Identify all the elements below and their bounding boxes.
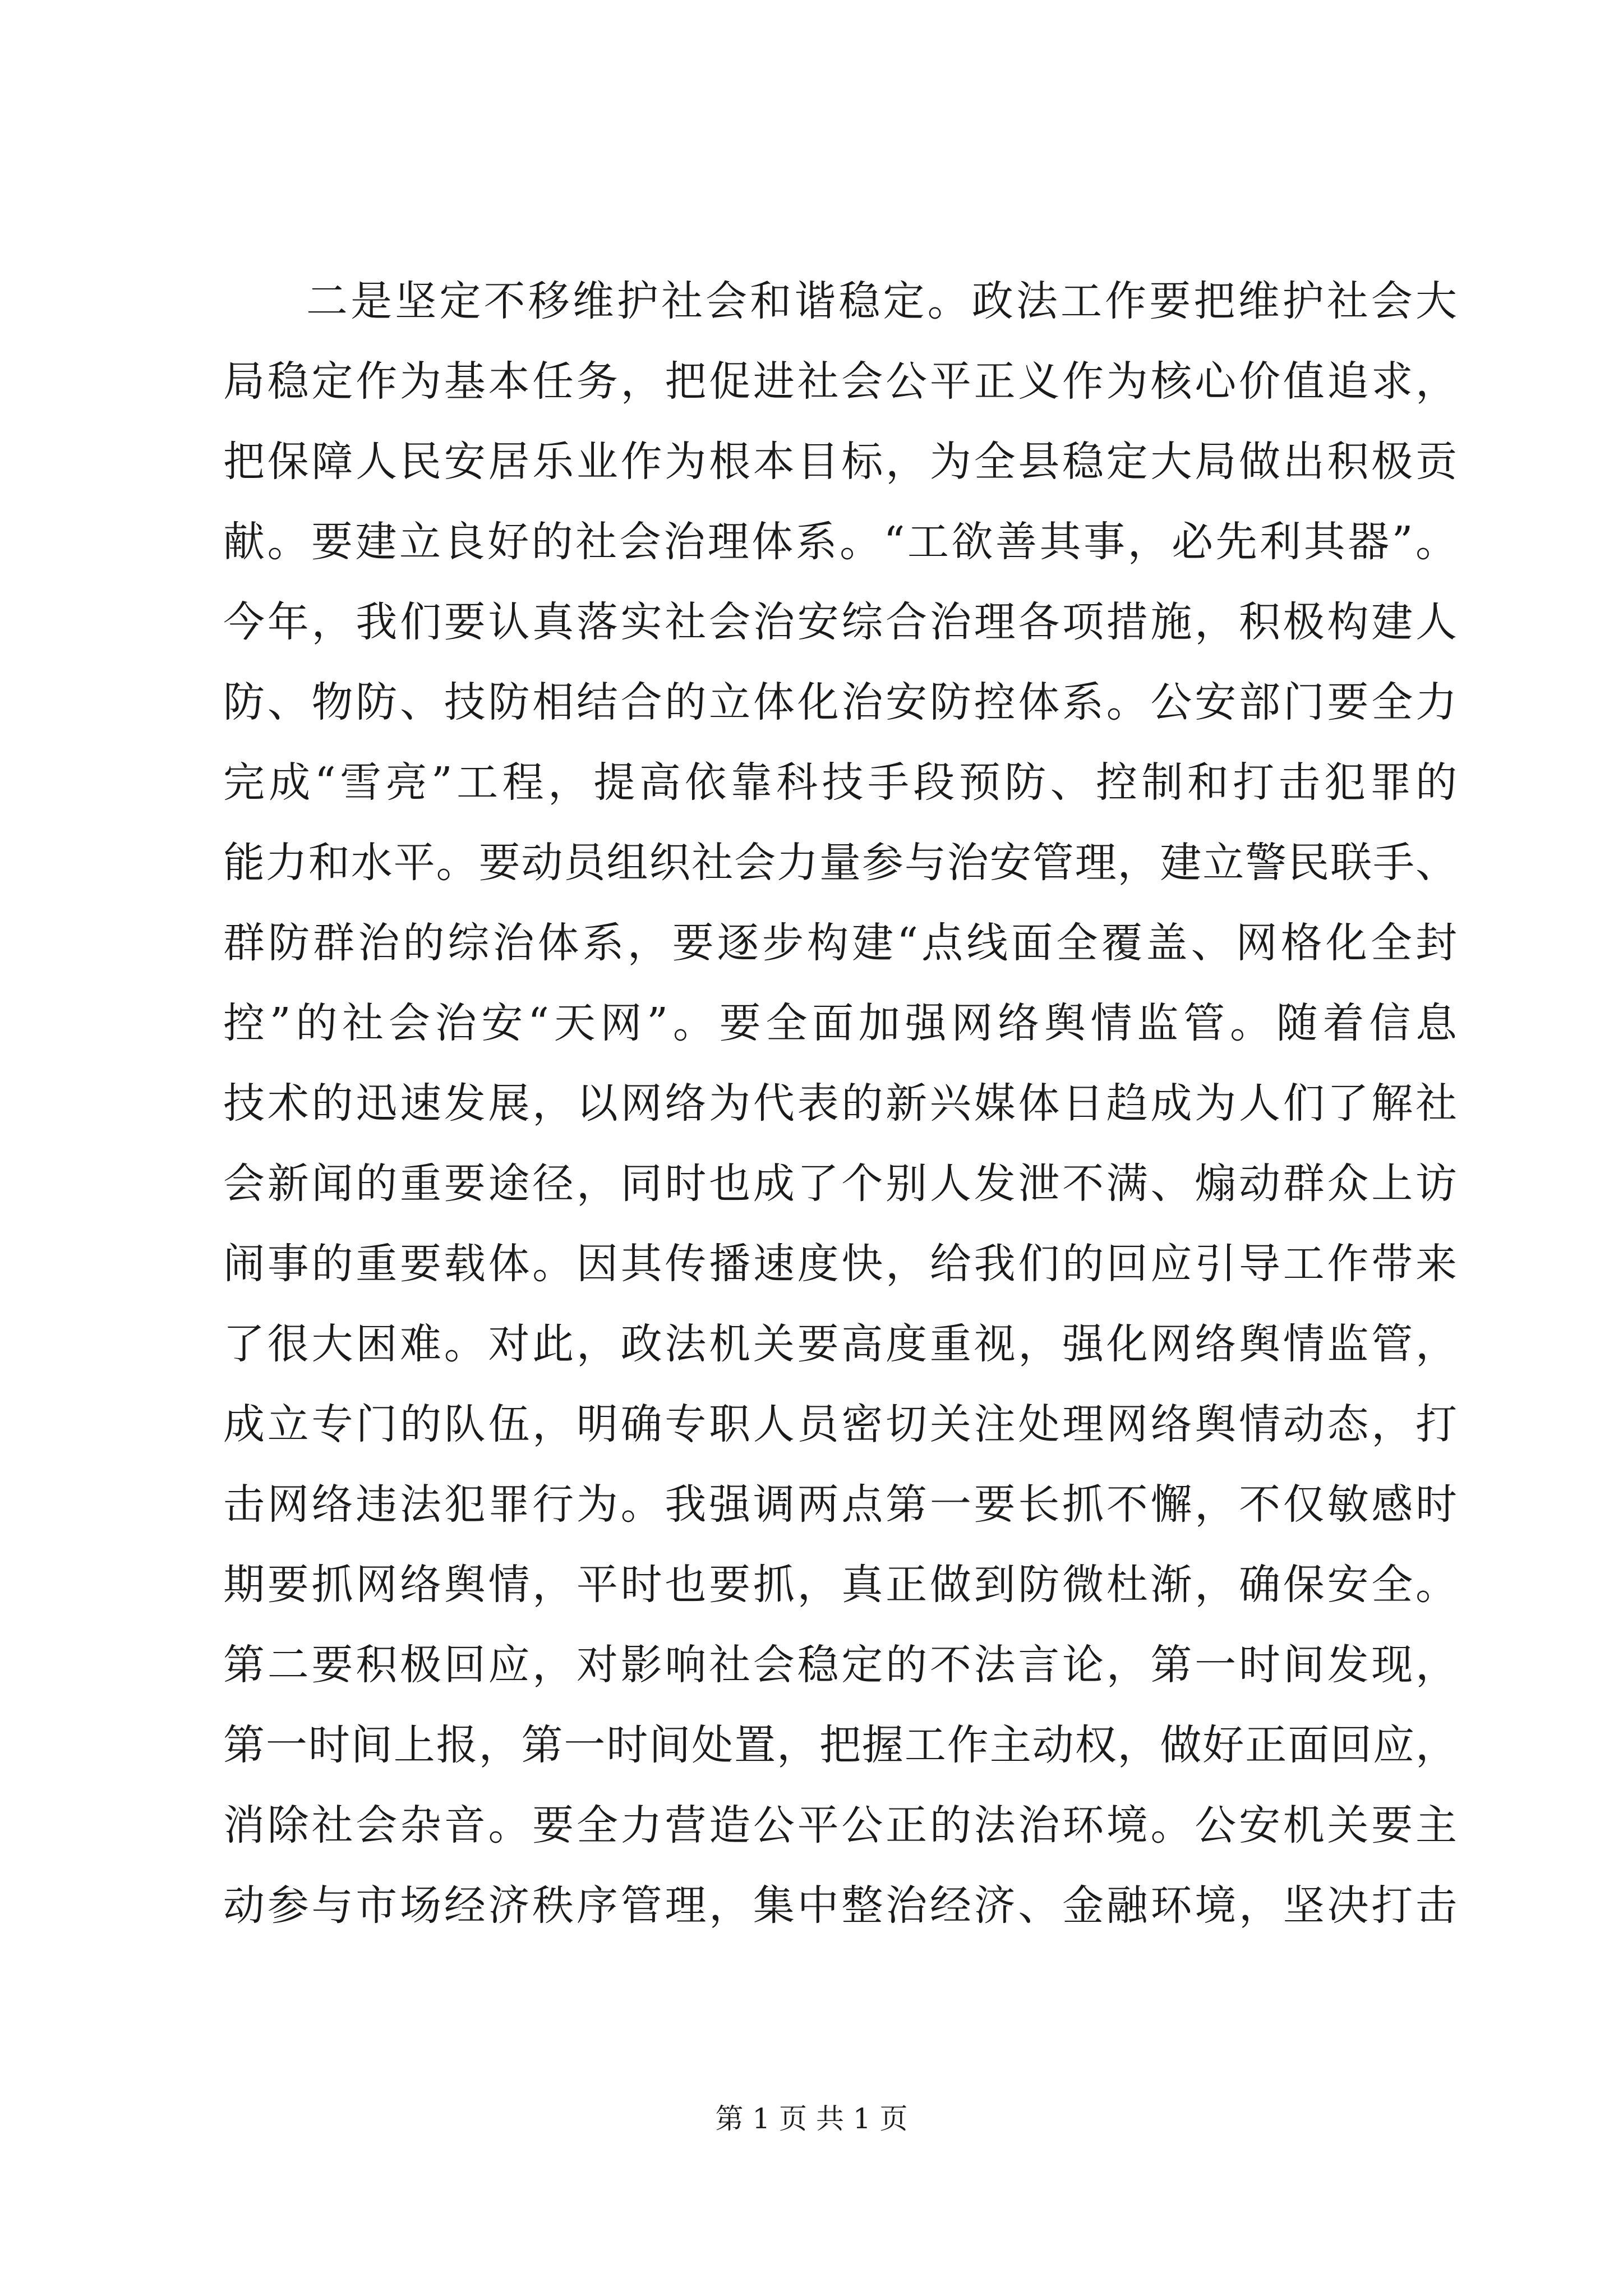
text-line: 二是坚定不移维护社会和谐稳定。政法工作要把维护社会大 <box>306 277 1457 325</box>
text-line: 局稳定作为基本任务，把促进社会公平正义作为核心价值追求， <box>223 357 1457 406</box>
text-line: 第一时间上报，第一时间处置，把握工作主动权，做好正面回应， <box>223 1721 1457 1769</box>
text-line: 防、物防、技防相结合的立体化治安防控体系。公安部门要全力 <box>223 678 1457 726</box>
text-line: 技术的迅速发展，以网络为代表的新兴媒体日趋成为人们了解社 <box>223 1079 1457 1128</box>
text-line: 动参与市场经济秩序管理，集中整治经济、金融环境，坚决打击 <box>223 1881 1457 1930</box>
text-line: 控”的社会治安“天网”。要全面加强网络舆情监管。随着信息 <box>223 999 1457 1047</box>
page-footer: 第 1 页 共 1 页 <box>715 2102 908 2135</box>
text-line: 了很大困难。对此，政法机关要高度重视，强化网络舆情监管， <box>223 1320 1457 1368</box>
text-line: 把保障人民安居乐业作为根本目标，为全县稳定大局做出积极贡 <box>223 438 1457 486</box>
text-line: 会新闻的重要途径，同时也成了个别人发泄不满、煽动群众上访 <box>223 1159 1457 1208</box>
body-paragraph <box>223 261 1457 1946</box>
text-line: 群防群治的综治体系，要逐步构建“点线面全覆盖、网格化全封 <box>223 919 1457 967</box>
text-line: 能力和水平。要动员组织社会力量参与治安管理，建立警民联手、 <box>223 839 1457 887</box>
text-line: 第二要积极回应，对影响社会稳定的不法言论，第一时间发现， <box>223 1641 1457 1689</box>
text-line: 献。要建立良好的社会治理体系。“工欲善其事，必先利其器”。 <box>223 518 1457 566</box>
text-line: 今年，我们要认真落实社会治安综合治理各项措施，积极构建人 <box>223 598 1457 646</box>
text-line: 完成“雪亮”工程，提高依靠科技手段预防、控制和打击犯罪的 <box>223 758 1457 807</box>
text-line: 消除社会杂音。要全力营造公平公正的法治环境。公安机关要主 <box>223 1801 1457 1849</box>
text-line: 击网络违法犯罪行为。我强调两点第一要长抓不懈，不仅敏感时 <box>223 1480 1457 1529</box>
text-line: 闹事的重要载体。因其传播速度快，给我们的回应引导工作带来 <box>223 1240 1457 1288</box>
text-line: 成立专门的队伍，明确专职人员密切关注处理网络舆情动态，打 <box>223 1400 1457 1448</box>
text-line: 期要抓网络舆情，平时也要抓，真正做到防微杜渐，确保安全。 <box>223 1561 1457 1609</box>
